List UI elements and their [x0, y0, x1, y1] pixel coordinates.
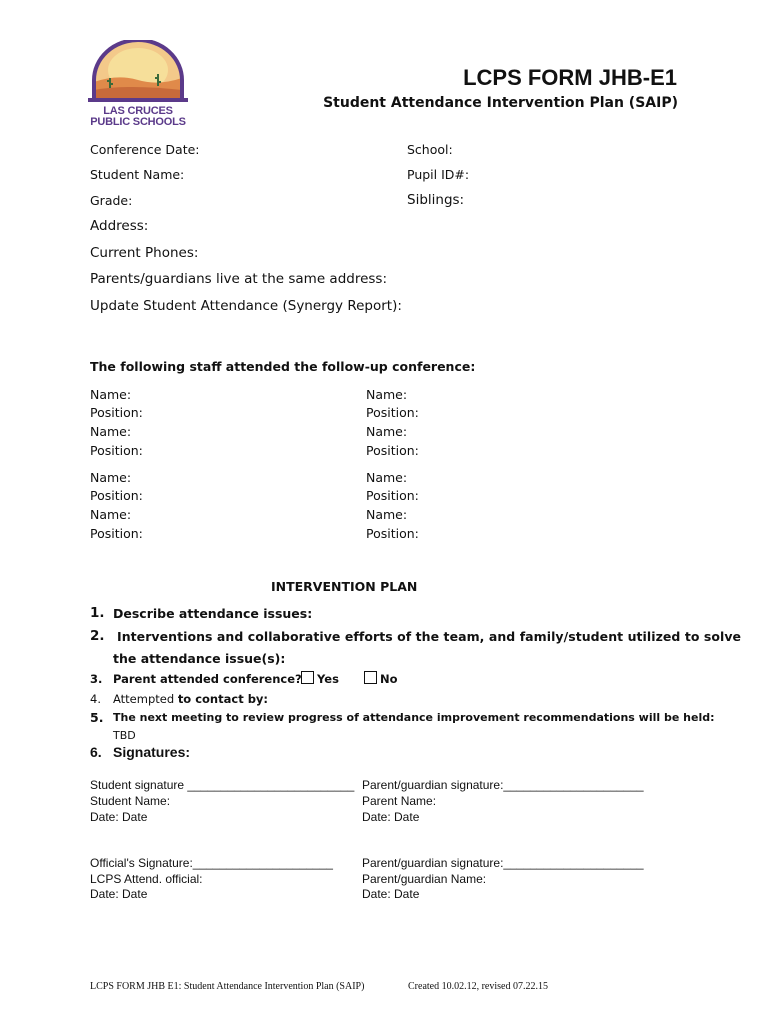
item-4-text-a: Attempted: [113, 692, 175, 706]
no-option[interactable]: [364, 671, 398, 686]
lcps-logo: [88, 40, 188, 132]
yes-checkbox[interactable]: [301, 671, 314, 684]
item-2-text-line2: the attendance issue(s):: [113, 651, 286, 666]
footer-left: LCPS FORM JHB E1: Student Attendance Intervention Plan (SAIP): [90, 981, 365, 992]
date-field-1[interactable]: Date: Date: [90, 810, 148, 824]
staff-name-label: Name:: [366, 507, 408, 522]
item-5-number: 5.: [90, 710, 104, 725]
staff-position-label: Position:: [366, 405, 419, 420]
item-4-number: 4.: [90, 692, 101, 706]
date-field-2[interactable]: Date: Date: [362, 810, 420, 824]
item-4-text: [113, 692, 268, 706]
item-1-text: Describe attendance issues:: [113, 606, 313, 621]
item-4-text-b: to contact by:: [177, 692, 269, 706]
date-field-3[interactable]: Date: Date: [90, 887, 148, 901]
item-6-text: Signatures:: [113, 744, 191, 760]
staff-name-label: Name:: [90, 424, 132, 439]
parents-same-address-label: Parents/guardians live at the same address:: [90, 271, 388, 287]
parent-signature-line-1[interactable]: Parent/guardian signature:_____________________: [362, 778, 644, 792]
address-label: Address:: [90, 218, 149, 234]
siblings-label: Siblings:: [407, 192, 465, 208]
staff-position-label: Position:: [90, 443, 143, 458]
student-signature-line[interactable]: Student signature _________________________: [90, 778, 355, 792]
current-phones-label: Current Phones:: [90, 245, 199, 261]
footer-right: Created 10.02.12, revised 07.22.15: [408, 981, 548, 992]
student-name-sig-label: Student Name:: [90, 794, 171, 808]
item-3-number: 3.: [90, 672, 103, 686]
staff-name-label: Name:: [366, 470, 408, 485]
staff-position-label: Position:: [366, 526, 419, 541]
staff-position-label: Position:: [90, 405, 143, 420]
pupil-id-label: Pupil ID#:: [407, 167, 470, 182]
grade-label: Grade:: [90, 193, 133, 208]
no-label: No: [380, 672, 398, 686]
date-field-4[interactable]: Date: Date: [362, 887, 420, 901]
staff-name-label: Name:: [366, 424, 408, 439]
logo-text-line1: LAS CRUCES: [103, 105, 173, 117]
yes-option[interactable]: [301, 671, 339, 686]
form-title: LCPS FORM JHB-E1: [463, 65, 677, 90]
staff-name-label: Name:: [90, 507, 132, 522]
staff-position-label: Position:: [90, 526, 143, 541]
parent-signature-line-2[interactable]: Parent/guardian signature:_____________________: [362, 856, 644, 870]
item-2-number: 2.: [90, 628, 105, 644]
item-2-text-line1: Interventions and collaborative efforts of the team, and family/student utilized to solve: [117, 629, 742, 644]
item-5-text: The next meeting to review progress of attendance improvement recommendations will be held:: [113, 711, 715, 724]
logo-emblem: [88, 40, 188, 102]
staff-position-label: Position:: [366, 443, 419, 458]
conference-date-label: Conference Date:: [90, 142, 200, 157]
form-subtitle: Student Attendance Intervention Plan (SAIP): [323, 95, 678, 111]
staff-name-label: Name:: [366, 387, 408, 402]
logo-text-line2: PUBLIC SCHOOLS: [90, 116, 186, 128]
logo-text: [88, 106, 188, 128]
yes-label: Yes: [317, 672, 339, 686]
item-3-text: Parent attended conference?: [113, 672, 302, 686]
no-checkbox[interactable]: [364, 671, 377, 684]
lcps-official-label: LCPS Attend. official:: [90, 872, 203, 886]
student-name-label: Student Name:: [90, 167, 185, 182]
update-attendance-label: Update Student Attendance (Synergy Report):: [90, 298, 402, 314]
staff-heading: The following staff attended the follow-up conference:: [90, 359, 476, 374]
staff-name-label: Name:: [90, 387, 132, 402]
parent-guardian-name-label: Parent/guardian Name:: [362, 872, 487, 886]
staff-name-label: Name:: [90, 470, 132, 485]
parent-name-sig-label: Parent Name:: [362, 794, 437, 808]
item-1-number: 1.: [90, 605, 105, 621]
staff-position-label: Position:: [90, 488, 143, 503]
school-label: School:: [407, 142, 453, 157]
item-6-number: 6.: [90, 744, 102, 760]
official-signature-line[interactable]: Official's Signature:_____________________: [90, 856, 333, 870]
intervention-plan-heading: INTERVENTION PLAN: [271, 579, 418, 594]
staff-position-label: Position:: [366, 488, 419, 503]
tbd-value: TBD: [113, 729, 136, 742]
